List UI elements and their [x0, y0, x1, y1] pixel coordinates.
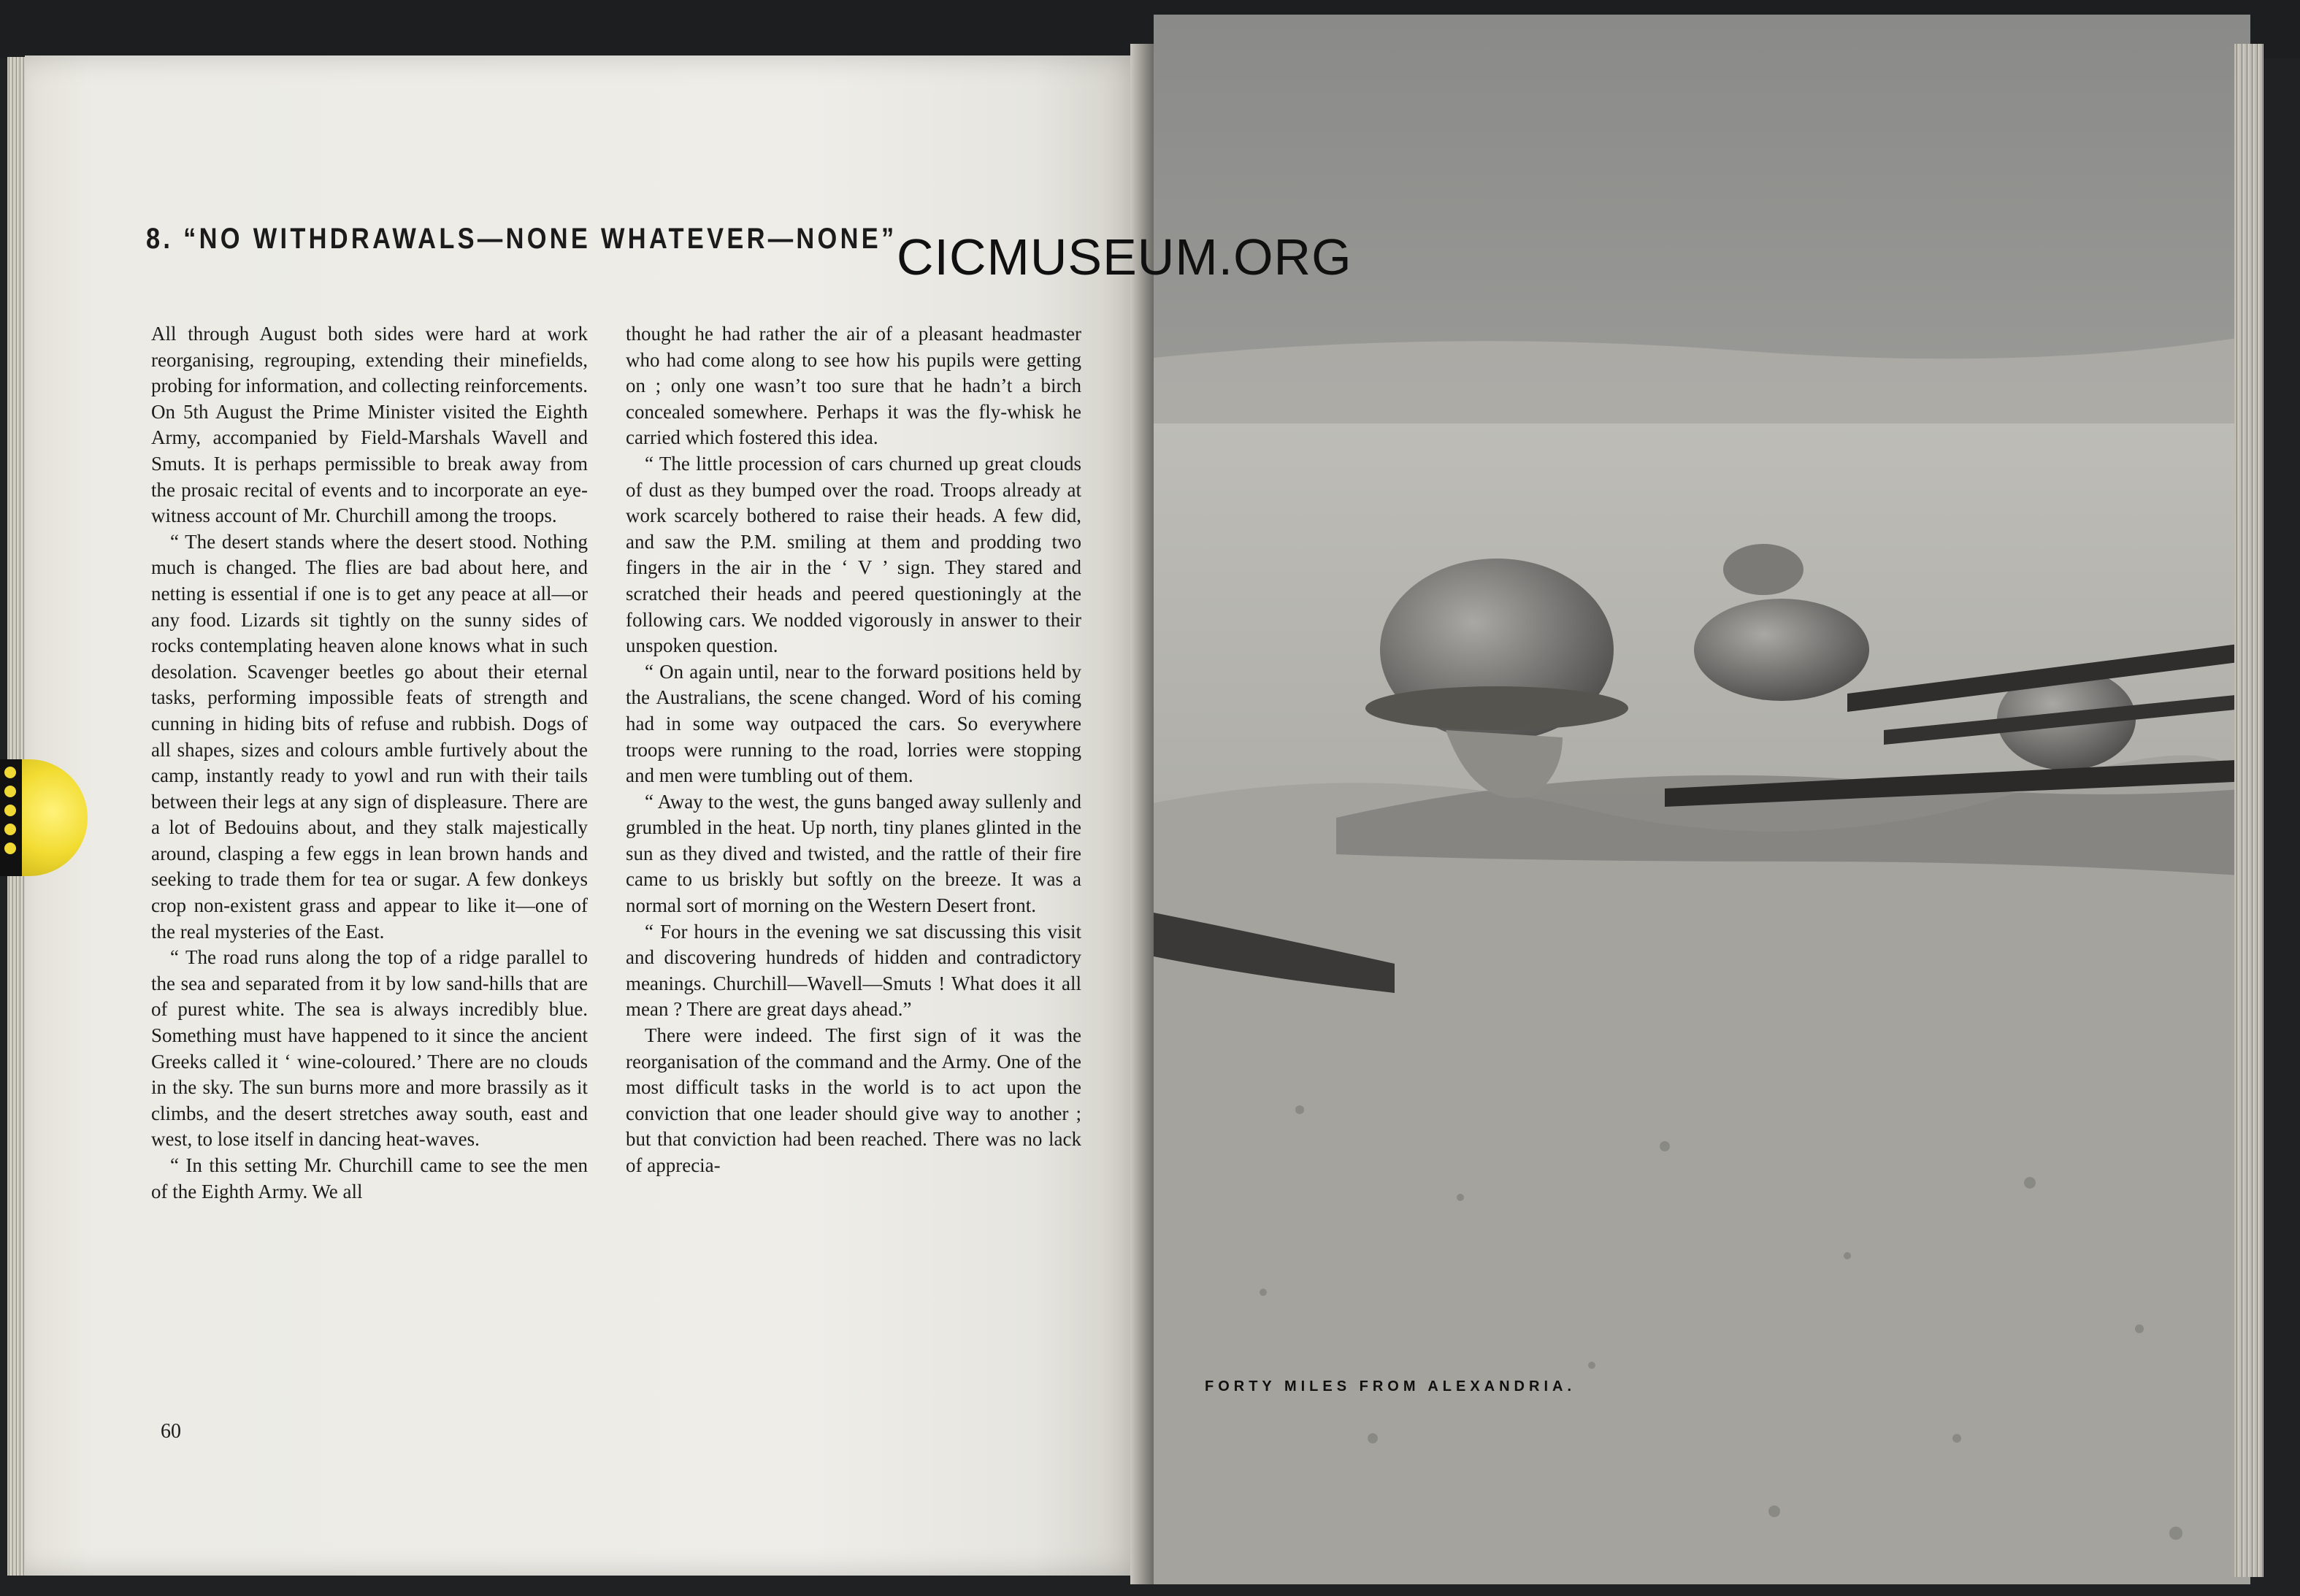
watermark: CICMUSEUM.ORG [897, 229, 1352, 285]
bookmark-tab [0, 759, 22, 876]
paragraph: “ On again until, near to the forward positions held by the Australians, the scene changed. Word of his coming had in some way outpaced the cars. So everywhere troops were running to the road, lorries were stopping and men were tumbling out of them. [626, 660, 1081, 787]
text-column-1 [151, 321, 588, 1205]
paragraph: “ In this setting Mr. Churchill came to see the men of the Eighth Army. We all [151, 1154, 588, 1202]
paragraph: thought he had rather the air of a pleasant headmaster who had come along to see how his pupils were getting on ; only one wasn’t too sure that he hadn’t a birch concealed somewhere. Perhaps it was the fly-whisk he carried which fostered this idea. [626, 323, 1081, 449]
photo-caption: FORTY MILES FROM ALEXANDRIA. [1205, 1378, 1576, 1394]
paragraph: “ Away to the west, the guns banged away sullenly and grumbled in the heat. Up north, tiny planes glinted in the sun as they dived and twisted, and the rattle of their fire came to us briskly but softly on the breeze. It was a normal sort of morning on the Western Desert front. [626, 790, 1081, 917]
page-number: 60 [161, 1420, 181, 1443]
chapter-title: 8. “NO WITHDRAWALS—NONE WHATEVER—NONE” [146, 223, 897, 255]
paragraph: “ The road runs along the top of a ridge parallel to the sea and separated from it by low sand-hills that are of purest white. The sea is always incredibly blue. Something must have happened to it since the ancient Greeks called it ‘ wine-coloured.’ There are no clouds in the sky. The sun burns more and more brassily as it climbs, and the desert stretches away south, east and west, to lose itself in dancing heat-waves. [151, 946, 588, 1151]
right-page-edges [2234, 44, 2263, 1577]
text-column-2 [626, 321, 1081, 1179]
paragraph: All through August both sides were hard at work reorganising, regrouping, extending their minefields, probing for information, and collecting reinforcements. On 5th August the Prime Minister visited the Eighth Army, accompanied by Field-Marshals Wavell and Smuts. It is perhaps permissible to break away from the prosaic recital of events and to incorporate an eye-witness account of Mr. Churchill among the troops. [151, 323, 588, 527]
paragraph: “ The little procession of cars churned up great clouds of dust as they bumped over the road. Troops already at work scarcely bothered to raise their heads. A few did, and saw the P.M. smiling at them and prodding two fingers in the air in the ‘ V ’ sign. They stared and scratched their heads and peered questioningly at the following cars. We nodded vigorously in answer to their unspoken question. [626, 452, 1081, 657]
paragraph: There were indeed. The first sign of it was the reorganisation of the command and the Army. One of the most difficult tasks in the world is to act upon the conviction that one leader should give way to another ; but that conviction had been reached. There was no lack of apprecia- [626, 1024, 1081, 1176]
paragraph: “ The desert stands where the desert stood. Nothing much is changed. The flies are bad about here, and netting is essential if one is to get any peace at all—or any food. Lizards sit tightly on the sunny sides of rocks contemplating heaven alone knows what in such desolation. Scavenger beetles go about their eternal tasks, performing impossible feats of strength and cunning in hiding bits of refuse and rubbish. Dogs of all shapes, sizes and colours amble furtively about the camp, instantly ready to yowl and run with their tails between their legs at any sign of displeasure. There are a lot of Bedouins about, and they stalk majestically around, clasping a few eggs in lean brown hands and seeking to trade them for tea or sugar. A few donkeys crop non-existent grass and appear to like it—one of the real mysteries of the East. [151, 530, 588, 943]
paragraph: “ For hours in the evening we sat discussing this visit and discovering hundreds of hidden and contradictory meanings. Churchill—Wavell—Smuts ! What does it all mean ? There are great days ahead.” [626, 920, 1081, 1021]
